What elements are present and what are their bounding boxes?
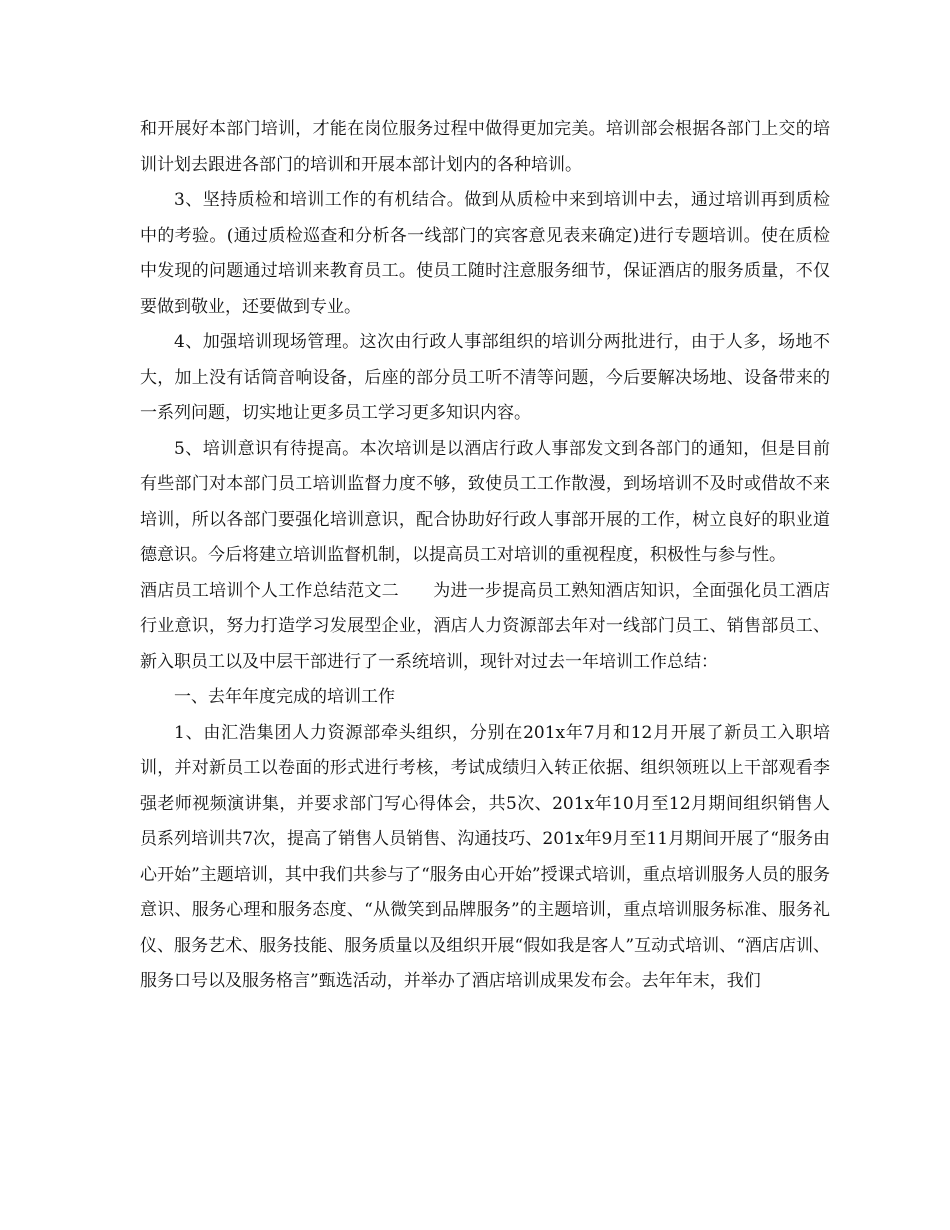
paragraph-item-5: 5、培训意识有待提高。本次培训是以酒店行政人事部发文到各部门的通知，但是目前有些部门对本部门员工培训监督力度不够，致使员工工作散漫，到场培训不及时或借故不来培训，所以各部门要强化培训意识，配合协助好行政人事部开展的工作，树立良好的职业道德意识。今后将建立培训监督机制，以提高员工对培训的重视程度，积极性与参与性。	[140, 438, 830, 565]
section-title: 酒店员工培训个人工作总结范文二	[140, 580, 399, 601]
paragraph-continuation: 和开展好本部门培训，才能在岗位服务过程中做得更加完美。培训部会根据各部门上交的培训计划去跟进各部门的培训和开展本部计划内的各种培训。	[140, 119, 830, 175]
paragraph-item-1: 1、由汇浩集团人力资源部牵头组织，分别在201x年7月和12月开展了新员工入职培训，并对新员工以卷面的形式进行考核，考试成绩归入转正依据、组织领班以上干部观看李强老师视频演讲集，并要求部门写心得体会，共5次、201x年10月至12月期间组织销售人员系列培训共7次，提高了销售人员销售、沟通技巧、201x年9月至11月期间开展了“服务由心开始”主题培训，其中我们共参与了“服务由心开始”授课式培训，重点培训服务人员的服务意识、服务心理和服务态度、“从微笑到品牌服务”的主题培训，重点培训服务标准、服务礼仪、服务艺术、服务技能、服务质量以及组织开展“假如我是客人”互动式培训、“酒店店训、服务口号以及服务格言”甄选活动，并举办了酒店培训成果发布会。去年年末，我们	[140, 722, 830, 991]
document-body	[140, 112, 830, 1000]
subheading: 一、去年年度完成的培训工作	[174, 687, 395, 707]
paragraph-item-3: 3、坚持质检和培训工作的有机结合。做到从质检中来到培训中去，通过培训再到质检中的考验。(通过质检巡查和分析各一线部门的宾客意见表来确定)进行专题培训。使在质检中发现的问题通过培训来教育员工。使员工随时注意服务细节，保证酒店的服务质量，不仅要做到敬业，还要做到专业。	[140, 190, 830, 317]
section-intro: 为进一步提高员工熟知酒店知识，全面强化员工酒店行业意识，努力打造学习发展型企业，酒店人力资源部去年对一线部门员工、销售部员工、新入职员工以及中层干部进行了一系统培训，现针对过去一年培训工作总结：	[140, 580, 831, 672]
paragraph-item-4: 4、加强培训现场管理。这次由行政人事部组织的培训分两批进行，由于人多，场地不大，加上没有话筒音响设备，后座的部分员工听不清等问题，今后要解决场地、设备带来的一系列问题，切实地让更多员工学习更多知识内容。	[140, 332, 830, 423]
section-title-paragraph	[140, 574, 830, 681]
